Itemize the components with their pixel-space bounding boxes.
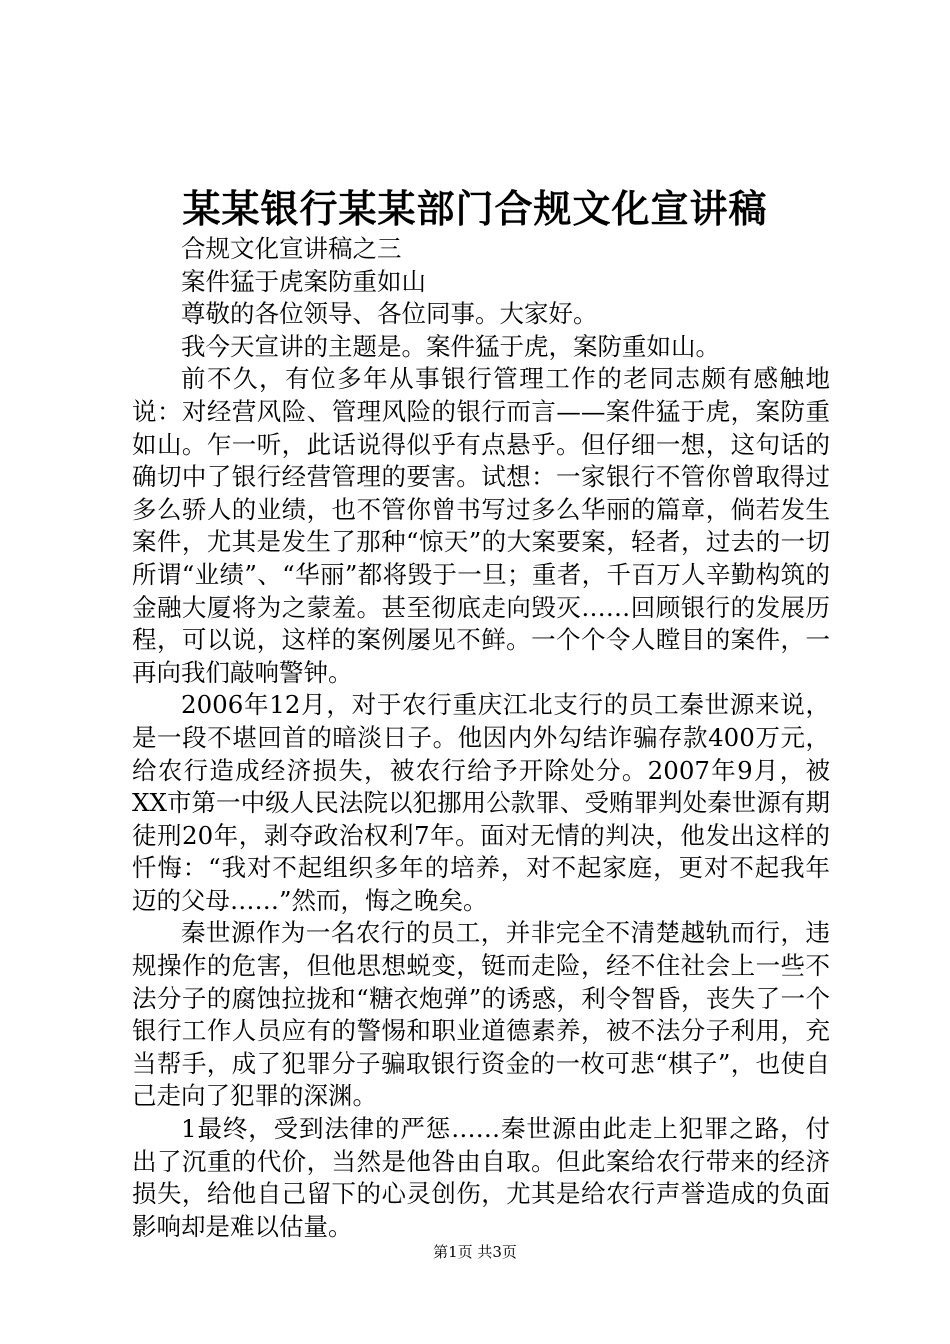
- page-number-footer: 第1页 共3页: [433, 1243, 517, 1261]
- paragraph-body: 前不久，有位多年从事银行管理工作的老同志颇有感触地说：对经营风险、管理风险的银行而言——案件猛于虎，案防重如山。乍一听，此话说得似乎有点悬乎。但仔细一想，这句话的确切中了银行经营管理的要害。试想：一家银行不管你曾取得过多么骄人的业绩，也不管你曾书写过多么华丽的篇章，倘若发生案件，尤其是发生了那种“惊天”的大案要案，轻者，过去的一切所谓“业绩”、“华丽”都将毁于一旦；重者，千百万人辛勤构筑的金融大厦将为之蒙羞。甚至彻底走向毁灭……回顾银行的发展历程，可以说，这样的案例屡见不鲜。一个个令人瞠目的案件，一再向我们敲响警钟。: [132, 364, 830, 687]
- paragraph-body: 1最终，受到法律的严惩……秦世源由此走上犯罪之路，付出了沉重的代价，当然是他咎由自取。但此案给农行带来的经济损失，给他自己留下的心灵创伤，尤其是给农行声誉造成的负面影响却是难以估量。: [132, 1114, 830, 1241]
- paragraph-topic: 我今天宣讲的主题是。案件猛于虎，案防重如山。: [181, 331, 720, 361]
- paragraph-greeting: 尊敬的各位领导、各位同事。大家好。: [181, 299, 598, 329]
- paragraph-body: 2006年12月，对于农行重庆江北支行的员工秦世源来说，是一段不堪回首的暗淡日子。他因内外勾结诈骗存款400万元，给农行造成经济损失，被农行给予开除处分。2007年9月，被XX市第一中级人民法院以犯挪用公款罪、受贿罪判处秦世源有期徒刑20年，剥夺政治权利7年。面对无情的判决，他发出这样的忏悔：“我对不起组织多年的培养，对不起家庭，更对不起我年迈的父母……”然而，悔之晚矣。: [132, 690, 830, 915]
- paragraph-theme-heading: 案件猛于虎案防重如山: [181, 266, 426, 296]
- paragraph-body: 秦世源作为一名农行的员工，并非完全不清楚越轨而行，违规操作的危害，但他思想蜕变，铤而走险，经不住社会上一些不法分子的腐蚀拉拢和“糖衣炮弹”的诱惑，利令智昏，丧失了一个银行工作人员应有的警惕和职业道德素养，被不法分子利用，充当帮手，成了犯罪分子骗取银行资金的一枚可悲“棋子”，也使自己走向了犯罪的深渊。: [132, 918, 830, 1111]
- document-title: 某某银行某某部门合规文化宣讲稿: [182, 186, 768, 231]
- document-body: [132, 233, 830, 1243]
- paragraph-subtitle: 合规文化宣讲稿之三: [181, 234, 402, 263]
